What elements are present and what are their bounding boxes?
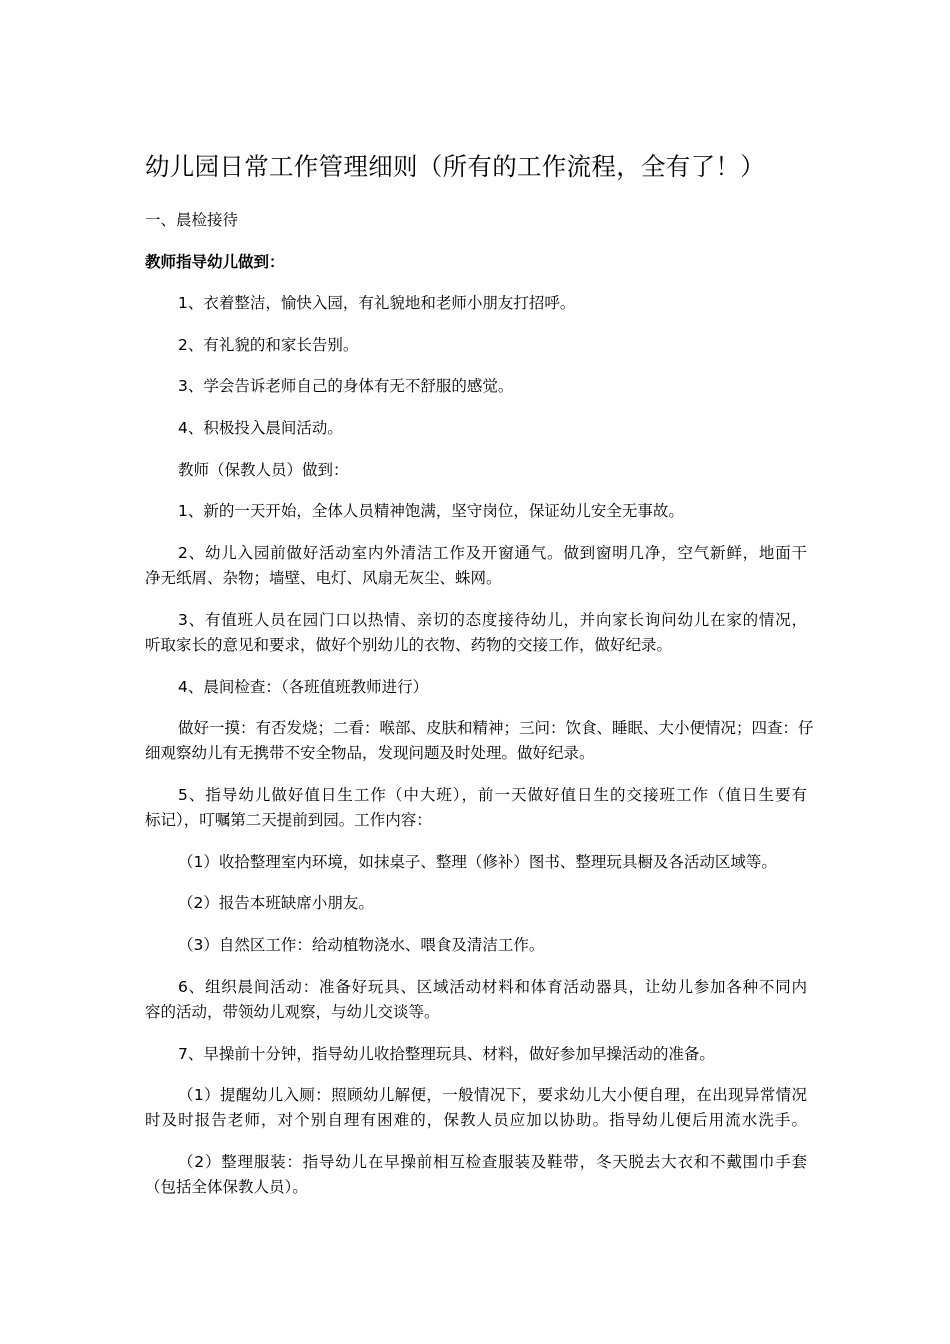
paragraph-line: 3、有值班人员在园门口以热情、亲切的态度接待幼儿，并向家长询问幼儿在家的情况， (178, 611, 807, 629)
page-title: 幼儿园日常工作管理细则（所有的工作流程，全有了！） (145, 152, 765, 181)
paragraph-line: 4、晨间检查：（各班值班教师进行） (178, 678, 429, 696)
section-heading: 一、晨检接待 (145, 211, 239, 229)
paragraph-line: 6、组织晨间活动：准备好玩具、区域活动材料和体育活动器具，让幼儿参加各种不同内 (178, 978, 807, 996)
paragraph-line: 容的活动，带领幼儿观察，与幼儿交谈等。 (145, 1003, 440, 1021)
paragraph-line: 听取家长的意见和要求，做好个别幼儿的衣物、药物的交接工作，做好纪录。 (145, 636, 673, 654)
paragraph-line: 做好一摸：有否发烧；二看：喉部、皮肤和精神；三问：饮食、睡眠、大小便情况；四查：仔 (178, 719, 814, 737)
paragraph-line: 细观察幼儿有无携带不安全物品，发现问题及时处理。做好纪录。 (145, 744, 595, 762)
paragraph-line: （2）报告本班缺席小朋友。 (178, 894, 374, 912)
subheading: 教师指导幼儿做到： (145, 253, 285, 271)
paragraph-line: 5、指导幼儿做好值日生工作（中大班），前一天做好值日生的交接班工作（值日生要有 (178, 786, 807, 804)
paragraph-line: 2、幼儿入园前做好活动室内外清洁工作及开窗通气。做到窗明几净，空气新鲜，地面干 (178, 544, 807, 562)
paragraph-line: 标记），叮嘱第二天提前到园。工作内容： (145, 811, 432, 829)
paragraph-line: 7、早操前十分钟，指导幼儿收拾整理玩具、材料，做好参加早操活动的准备。 (178, 1045, 715, 1063)
paragraph-line: （1）提醒幼儿入厕：照顾幼儿解便，一般情况下，要求幼儿大小便自理，在出现异常情况 (178, 1086, 807, 1104)
paragraph-line: 教师（保教人员）做到： (178, 461, 349, 479)
paragraph-line: 2、有礼貌的和家长告别。 (178, 336, 359, 354)
paragraph-line: 时及时报告老师，对个别自理有困难的，保教人员应加以协助。指导幼儿便后用流水洗手。 (145, 1111, 807, 1129)
paragraph-line: （1）收拾整理室内环境，如抹桌子、整理（修补）图书、整理玩具橱及各活动区域等。 (178, 853, 777, 871)
paragraph-line: 4、积极投入晨间活动。 (178, 419, 343, 437)
paragraph-line: 1、新的一天开始，全体人员精神饱满，坚守岗位，保证幼儿安全无事故。 (178, 502, 684, 520)
paragraph-line: （3）自然区工作：给动植物浇水、喂食及清洁工作。 (178, 936, 545, 954)
paragraph-line: （包括全体保教人员）。 (145, 1178, 308, 1196)
paragraph-line: 1、衣着整洁，愉快入园，有礼貌地和老师小朋友打招呼。 (178, 294, 576, 312)
paragraph-line: 净无纸屑、杂物；墙壁、电灯、风扇无灰尘、蛛网。 (145, 569, 502, 587)
paragraph-line: （2）整理服装：指导幼儿在早操前相互检查服装及鞋带，冬天脱去大衣和不戴围巾手套 (178, 1153, 807, 1171)
paragraph-line: 3、学会告诉老师自己的身体有无不舒服的感觉。 (178, 377, 514, 395)
